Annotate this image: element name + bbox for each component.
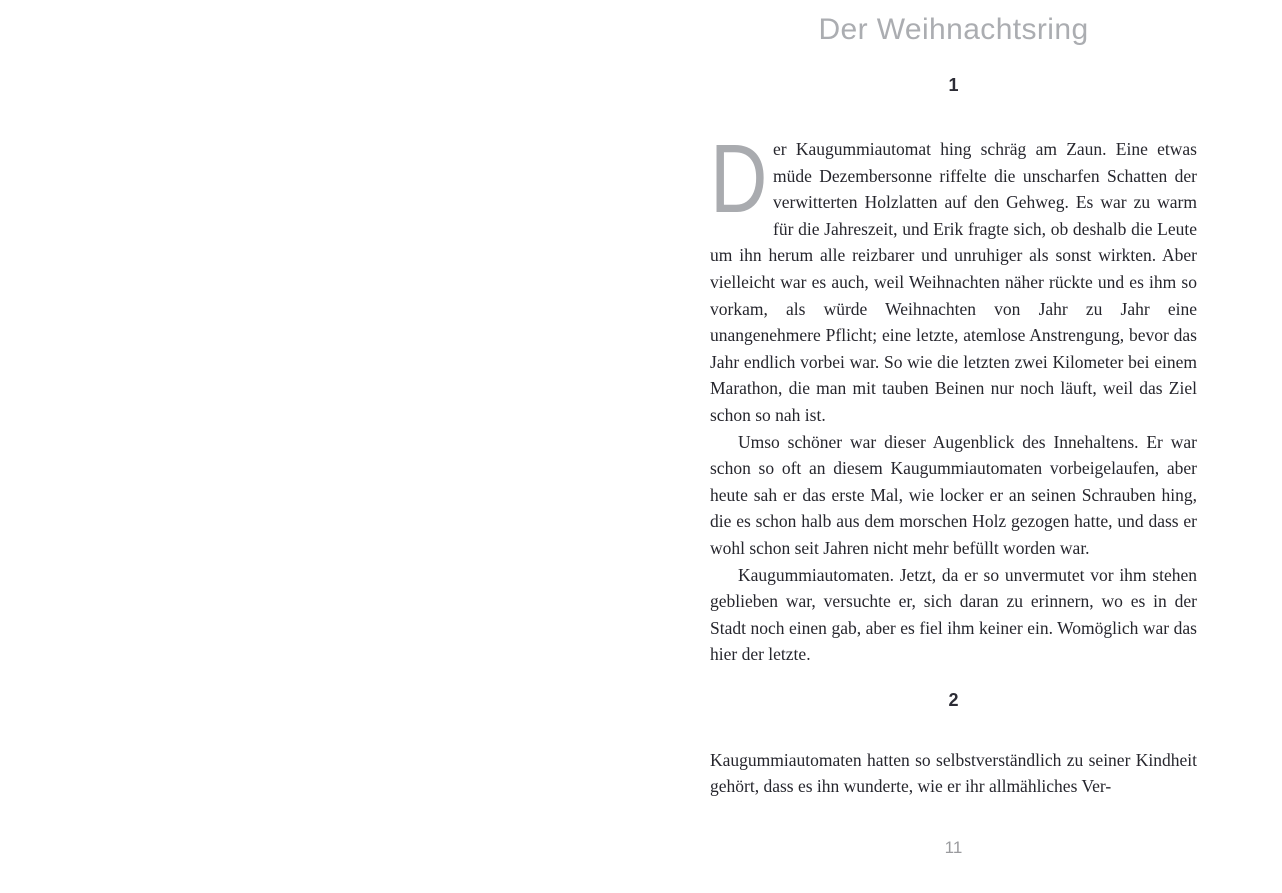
- chapter-title: Der Weihnachtsring: [818, 13, 1089, 46]
- paragraph: Kaugummiautomaten. Jetzt, da er so unvermutet vor ihm stehen geblieben war, versuchte er, sich daran zu erinnern, wo es in der Stadt noch einen gab, aber es fiel ihm keiner ein. Womöglich war das hier der letzte.: [710, 564, 1197, 665]
- paragraph: Umso schöner war dieser Augenblick des Innehaltens. Er war schon so oft an diesem Kaugummiautomaten vorbeigelaufen, aber heute sah er das erste Mal, wie locker er an seinen Schrauben hing, die es schon halb aus dem morschen Holz gezogen hatte, und dass er wohl schon seit Jahren nicht mehr befüllt worden war.: [710, 431, 1197, 558]
- section-1-body: [710, 124, 1197, 668]
- section-2-body: [710, 747, 1197, 800]
- section-number-1: 1: [948, 75, 959, 95]
- paragraph: [710, 124, 1197, 429]
- paragraph: Kaugummiautomaten hatten so selbstverständlich zu seiner Kindheit gehört, dass es ihn wunderte, wie er ihr allmähliches Ver-: [710, 749, 1197, 797]
- page-number: 11: [944, 838, 963, 857]
- section-number-2: 2: [948, 689, 959, 710]
- drop-cap: D: [710, 124, 768, 233]
- paragraph-text: er Kaugummiautomat hing schräg am Zaun. Eine etwas müde Dezembersonne riffelte die unscharfen Schatten der verwitterten Holzlatten auf den Gehweg. Es war zu warm für die Jahreszeit, und Erik fragte sich, ob deshalb die Leute um ihn herum alle reizbarer und unruhiger als sonst wirkten. Aber vielleicht war es auch, weil Weihnachten näher rückte und es ihm so vorkam, als würde Weihnachten von Jahr zu Jahr eine unangenehmere Pflicht; eine letzte, atemlose Anstrengung, bevor das Jahr endlich vorbei war. So wie die letzten zwei Kilometer bei einem Marathon, die man mit tauben Beinen nur noch läuft, weil das Ziel schon so nah ist.: [710, 139, 1197, 425]
- book-page: [710, 0, 1197, 893]
